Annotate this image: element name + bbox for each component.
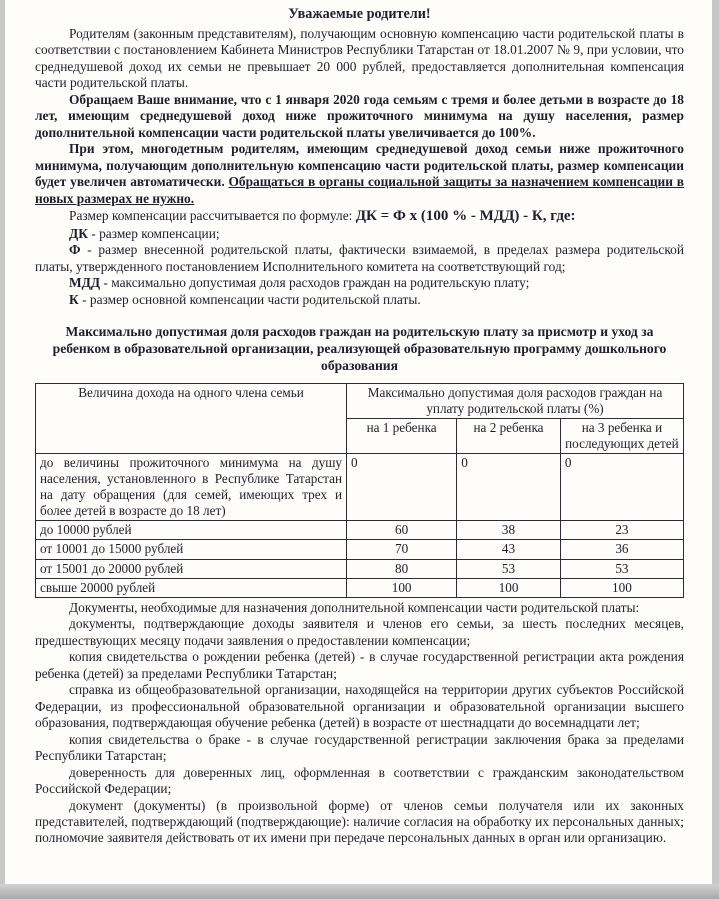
- income-column-header: Величина дохода на одного члена семьи: [36, 383, 347, 453]
- formula-paragraph: [35, 207, 684, 225]
- share-group-header: Максимально допустимая доля расходов граждан на уплату родительской платы (%): [347, 383, 684, 418]
- auto-increase-paragraph: [35, 141, 684, 207]
- intro-paragraph: Родителям (законным представителям), получающим основную компенсацию части родительской платы в соответствии с постановлением Кабинета Министров Республики Татарстан от 18.01.2007 № 9, при условии, что среднедушевой доход их семьи не превышает 20 000 рублей, предоставляется дополнительная компенсация части родительской платы.: [35, 26, 684, 91]
- value-cell: 80: [347, 559, 457, 578]
- document-title: Уважаемые родители!: [288, 6, 431, 22]
- income-range-cell: до величины прожиточного минимума на душу населения, установленного в Республике Татарстан на дату обращения (для семей, имеющих трех и более детей в возрасте до 18 лет): [36, 453, 347, 520]
- term-f: Ф: [69, 242, 81, 258]
- subheader-child-2: на 2 ребенка: [457, 418, 561, 453]
- term-dk: ДК: [69, 225, 88, 241]
- value-cell: 0: [347, 453, 457, 520]
- table-header-row: [36, 383, 684, 418]
- term-f-text: - размер внесенной родительской платы, фактически взимаемой, в пределах размера родительской платы, утвержденного постановлением Исполнительного комитета на соответствующий год;: [35, 242, 684, 274]
- value-cell: 23: [560, 521, 683, 540]
- table-row: [36, 453, 684, 520]
- table-row: [36, 578, 684, 597]
- value-cell: 100: [457, 578, 561, 597]
- documents-heading: Документы, необходимые для назначения дополнительной компенсации части родительской платы:: [69, 599, 640, 615]
- value-cell: 100: [347, 578, 457, 597]
- definition-dk: [35, 226, 684, 242]
- term-mdd: МДД: [69, 275, 101, 291]
- definition-k: [35, 292, 684, 308]
- value-cell: 36: [560, 540, 683, 559]
- income-range-cell: от 15001 до 20000 рублей: [36, 559, 347, 578]
- income-range-cell: от 10001 до 15000 рублей: [36, 540, 347, 559]
- document-item: копия свидетельства о браке - в случае государственной регистрации заключения брака за пределами Республики Татарстан;: [35, 731, 684, 764]
- value-cell: 60: [347, 521, 457, 540]
- table-row: [36, 521, 684, 540]
- subheader-child-1: на 1 ребенка: [347, 418, 457, 453]
- value-cell: 70: [347, 540, 457, 559]
- term-mdd-text: - максимально допустимая доля расходов граждан на родительскую плату;: [100, 275, 530, 291]
- document-item: копия свидетельства о рождении ребенка (детей) - в случае государственной регистрации акта рождения ребенка (детей) за пределами Республики Татарстан;: [35, 649, 684, 681]
- compensation-formula: ДК = Ф х (100 % - МДД) - К, где:: [355, 208, 576, 225]
- document-page: [5, 0, 712, 884]
- value-cell: 0: [560, 453, 683, 520]
- document-item: доверенность для доверенных лиц, оформленная в соответствии с гражданским законодательством Российской Федерации;: [35, 764, 684, 797]
- subheader-child-3: на 3 ребенка и последующих детей: [560, 418, 683, 453]
- definition-f: [35, 242, 684, 275]
- document-item: справка из общеобразовательной организации, находящейся на территории других субъектов Российской Федерации, из профессиональной образовательной организации и образовательной организации высшего образования, подтверждающая обучение ребенка (детей) в возрасте от шестнадцати до восемнадцати лет;: [35, 682, 684, 731]
- auto-increase-text: При этом, многодетным родителям, имеющим среднедушевой доход семьи ниже прожиточного минимума, получающим дополнительную компенсацию части родительской платы, размер компенсации будет увеличен автоматически.: [35, 141, 684, 190]
- value-cell: 0: [457, 453, 561, 520]
- term-dk-text: - размер компенсации;: [87, 225, 220, 241]
- compensation-table: [35, 383, 684, 598]
- definition-mdd: [35, 275, 684, 291]
- term-k: К: [69, 291, 79, 307]
- value-cell: 38: [457, 521, 561, 540]
- income-range-cell: до 10000 рублей: [36, 521, 347, 540]
- table-heading: Максимально допустимая доля расходов граждан на родительскую плату за присмотр и уход за ребенком в образовательной организации, реализующей образовательную программу дошкольного образования: [52, 324, 667, 374]
- attention-2020-paragraph: Обращаем Ваше внимание, что с 1 января 2020 года семьям с тремя и более детьми в возрасте до 18 лет, имеющим среднедушевой доход ниже прожиточного минимума на душу населения, размер дополнительной компенсации части родительской платы увеличивается до 100%.: [35, 91, 684, 140]
- term-k-text: - размер основной компенсации части родительской платы.: [78, 291, 421, 307]
- no-application-needed-text: Обращаться в органы социальной защиты за назначением компенсации в новых размерах не нужно.: [35, 174, 684, 206]
- table-row: [36, 540, 684, 559]
- value-cell: 100: [560, 578, 683, 597]
- value-cell: 53: [457, 559, 561, 578]
- document-item: документ (документы) (в произвольной форме) от членов семьи получателя или их законных представителей, подтверждающий (подтверждающие): наличие согласия на обработку их персональных данных; полномочие заявителя действовать от их имени при передаче персональных данных в орган или организацию.: [35, 797, 684, 846]
- value-cell: 43: [457, 540, 561, 559]
- income-range-cell: свыше 20000 рублей: [36, 578, 347, 597]
- value-cell: 53: [560, 559, 683, 578]
- photo-bottom-edge: [0, 884, 719, 899]
- table-row: [36, 559, 684, 578]
- formula-intro-text: Размер компенсации рассчитывается по формуле:: [69, 208, 356, 224]
- document-item: документы, подтверждающие доходы заявителя и членов его семьи, за шесть последних месяцев, предшествующих месяцу подачи заявления о предоставлении компенсации;: [35, 616, 684, 648]
